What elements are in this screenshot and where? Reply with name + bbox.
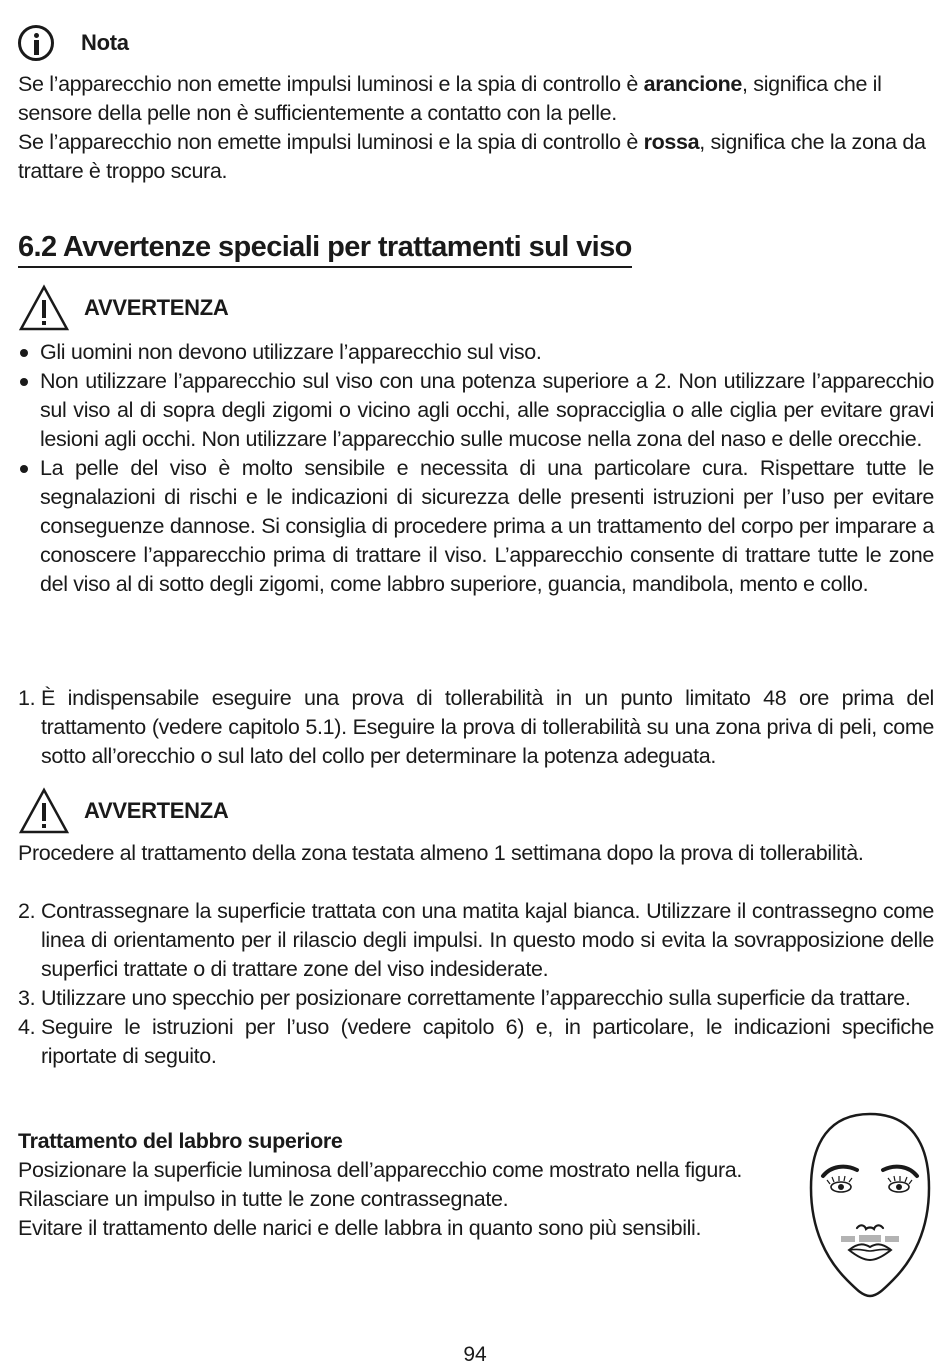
note-heading: Nota (81, 30, 129, 55)
note-header (18, 24, 129, 62)
warning-heading-2: AVVERTENZA (84, 798, 229, 823)
step-item-1 (18, 684, 934, 771)
section-title: 6.2 Avvertenze speciali per trattamenti sul viso (18, 229, 632, 268)
step-number: 2. (18, 899, 36, 923)
upper-lip-line-3: Evitare il trattamento delle narici e delle labbra in quanto sono più sensibili. (18, 1216, 702, 1240)
note-paragraph-2: Se l’apparecchio non emette impulsi luminosi e la spia di controllo è rossa, significa che la zona da trattare è troppo scura. (18, 130, 926, 183)
list-item: Gli uomini non devono utilizzare l’apparecchio sul viso. (18, 338, 934, 367)
page-number: 94 (463, 1343, 487, 1366)
warning-text-2: Procedere al trattamento della zona testata almeno 1 settimana dopo la prova di tollerabilità. (18, 841, 864, 865)
step-list-2 (18, 897, 934, 1071)
step-text: Seguire le istruzioni per l’uso (vedere capitolo 6) e, in particolare, le indicazioni specifiche riportate di seguito. (41, 1015, 934, 1068)
upper-lip-heading: Trattamento del labbro superiore (18, 1129, 343, 1153)
list-item: Non utilizzare l’apparecchio sul viso con una potenza superiore a 2. Non utilizzare l’apparecchio sul viso al di sopra degli zigomi o vicino agli occhi, alle sopracciglia o alle ciglia per evitare gravi lesioni agli occhi. Non utilizzare l’apparecchio sulle mucose nella zona del naso e delle orecchie. (18, 367, 934, 454)
red-label: rossa (643, 130, 700, 154)
upper-lip-line-1: Posizionare la superficie luminosa dell’apparecchio come mostrato nella figura. (18, 1158, 743, 1182)
step-list-1 (18, 684, 934, 771)
warning-header-2 (18, 786, 229, 836)
warning-bullet-list (18, 338, 934, 599)
step-item-2 (18, 897, 934, 984)
step-text: Contrassegnare la superficie trattata con una matita kajal bianca. Utilizzare il contrassegno come linea di orientamento per il rilascio degli impulsi. In questo modo si evita la sovrapposizione delle superfici trattate o di trattare zone del viso indesiderate. (41, 899, 934, 981)
warning-triangle-icon (18, 284, 70, 332)
face-treatment-illustration (805, 1110, 935, 1302)
upper-lip-line-2: Rilasciare un impulso in tutte le zone contrassegnate. (18, 1187, 509, 1211)
step-number: 4. (18, 1015, 36, 1039)
list-item: La pelle del viso è molto sensibile e necessita di una particolare cura. Rispettare tutte le segnalazioni di rischi e le indicazioni di sicurezza delle presenti istruzioni per l’uso per evitare conseguenze dannose. Si consiglia di procedere prima a un trattamento del corpo per imparare a conoscere l’apparecchio prima di trattare il viso. L’apparecchio consente di trattare tutte le zone del viso al di sotto degli zigomi, come labbro superiore, guancia, mandibola, mento e collo. (18, 454, 934, 599)
step-item-3 (18, 984, 934, 1013)
warning-triangle-icon (18, 787, 70, 835)
warning-heading-1: AVVERTENZA (84, 295, 229, 320)
step-text: Utilizzare uno specchio per posizionare correttamente l’apparecchio sulla superficie da trattare. (41, 986, 911, 1010)
note-body (18, 70, 934, 186)
info-icon (18, 25, 54, 61)
step-item-4 (18, 1013, 934, 1071)
step-text: È indispensabile eseguire una prova di tollerabilità in un punto limitato 48 ore prima del trattamento (vedere capitolo 5.1). Eseguire la prova di tollerabilità su una zona priva di peli, come sotto all’orecchio o sul lato del collo per determinare la potenza adeguata. (41, 686, 934, 768)
step-number: 3. (18, 986, 36, 1010)
warning-header-1 (18, 283, 229, 333)
upper-lip-section (18, 1127, 808, 1243)
note-paragraph-1: Se l’apparecchio non emette impulsi luminosi e la spia di controllo è arancione, significa che il sensore della pelle non è sufficientemente a contatto con la pelle. (18, 72, 882, 125)
step-number: 1. (18, 686, 36, 710)
orange-label: arancione (643, 72, 743, 96)
